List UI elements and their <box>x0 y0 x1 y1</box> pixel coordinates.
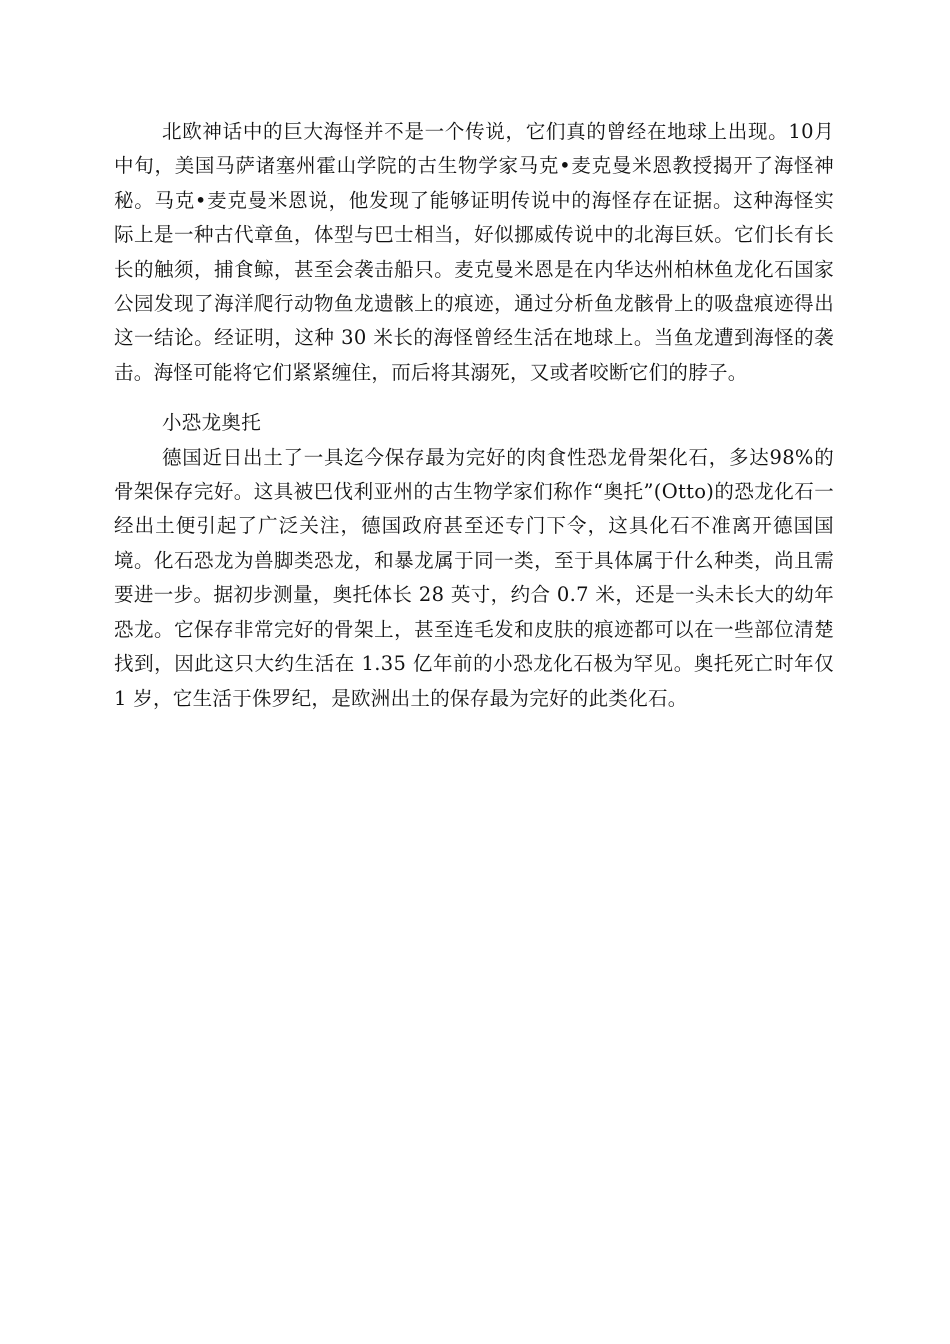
paragraph-otto-dinosaur: 德国近日出土了一具迄今保存最为完好的肉食性恐龙骨架化石，多达98%的骨架保存完好。这具被巴伐利亚州的古生物学家们称作“奥托”(Otto)的恐龙化石一经出土便引起了广泛关注，德国政府甚至还专门下令，这具化石不准离开德国国境。化石恐龙为兽脚类恐龙，和暴龙属于同一类，至于具体属于什么种类，尚且需要进一步。据初步测量，奥托体长 28 英寸，约合 0.7 米，还是一头未长大的幼年恐龙。它保存非常完好的骨架上，甚至连毛发和皮肤的痕迹都可以在一些部位清楚找到，因此这只大约生活在 1.35 亿年前的小恐龙化石极为罕见。奥托死亡时年仅 1 岁，它生活于侏罗纪，是欧洲出土的保存最为完好的此类化石。 <box>114 445 834 710</box>
document-page <box>114 115 834 716</box>
section-heading-otto: 小恐龙奥托 <box>162 411 262 435</box>
paragraph-sea-monster: 北欧神话中的巨大海怪并不是一个传说，它们真的曾经在地球上出现。10月中旬，美国马萨诸塞州霍山学院的古生物学家马克•麦克曼米恩教授揭开了海怪神秘。马克•麦克曼米恩说，他发现了能够证明传说中的海怪存在证据。这种海怪实际上是一种古代章鱼，体型与巴士相当，好似挪威传说中的北海巨妖。它们长有长长的触须，捕食鲸，甚至会袭击船只。麦克曼米恩是在内华达州柏林鱼龙化石国家公园发现了海洋爬行动物鱼龙遗骸上的痕迹，通过分析鱼龙骸骨上的吸盘痕迹得出这一结论。经证明，这种 30 米长的海怪曾经生活在地球上。当鱼龙遭到海怪的袭击。海怪可能将它们紧紧缠住，而后将其溺死，又或者咬断它们的脖子。 <box>114 120 834 384</box>
